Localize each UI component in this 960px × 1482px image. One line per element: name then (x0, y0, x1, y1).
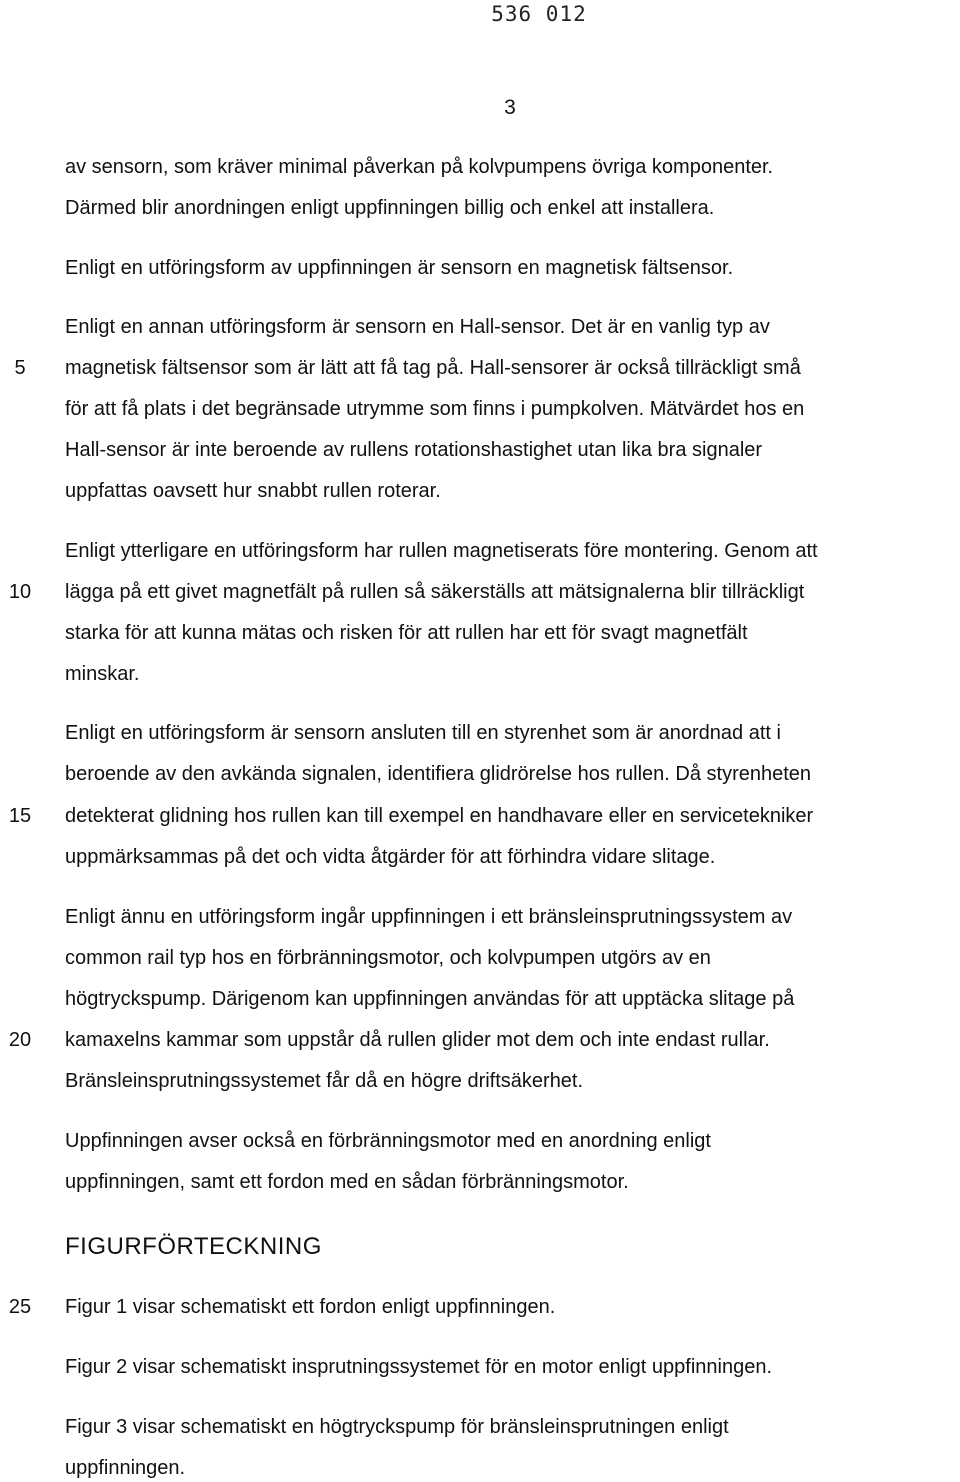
text-line: Enligt en utföringsform är sensorn ansluten till en styrenhet som är anordnad att i (65, 722, 781, 744)
text-line: kamaxelns kammar som uppstår då rullen glider mot dem och inte endast rullar. (65, 1029, 770, 1051)
document-number: 536 012 (491, 2, 587, 26)
text-line: Enligt ännu en utföringsform ingår uppfinningen i ett bränsleinsprutningssystem av (65, 906, 793, 928)
text-line: Enligt en utföringsform av uppfinningen är sensorn en magnetisk fältsensor. (65, 257, 734, 279)
text-line: beroende av den avkända signalen, identifiera glidrörelse hos rullen. Då styrenheten (65, 763, 812, 785)
text-line: common rail typ hos en förbränningsmotor, och kolvpumpen utgörs av en (65, 947, 711, 969)
text-line: högtryckspump. Därigenom kan uppfinningen användas för att upptäcka slitage på (65, 988, 795, 1010)
text-line: starka för att kunna mätas och risken för att rullen har ett för svagt magnetfält (65, 622, 748, 644)
line-number: 15 (8, 805, 32, 827)
text-line: magnetisk fältsensor som är lätt att få tag på. Hall-sensorer är också tillräckligt små (65, 357, 801, 379)
text-line: Figur 3 visar schematiskt en högtryckspump för bränsleinsprutningen enligt (65, 1416, 729, 1438)
text-line: Figur 1 visar schematiskt ett fordon enligt uppfinningen. (65, 1296, 556, 1318)
text-line: lägga på ett givet magnetfält på rullen så säkerställs att mätsignalerna blir tillräckligt (65, 581, 805, 603)
page-number: 3 (504, 96, 516, 119)
line-number: 20 (8, 1029, 32, 1051)
line-number: 25 (8, 1296, 32, 1318)
text-line: Enligt ytterligare en utföringsform har rullen magnetiserats före montering. Genom att (65, 540, 818, 562)
text-line: uppmärksammas på det och vidta åtgärder för att förhindra vidare slitage. (65, 846, 716, 868)
line-number: 5 (14, 357, 26, 379)
text-line: detekterat glidning hos rullen kan till exempel en handhavare eller en servicetekniker (65, 805, 814, 827)
text-line: uppfattas oavsett hur snabbt rullen roterar. (65, 480, 441, 502)
text-line: Bränsleinsprutningssystemet får då en högre driftsäkerhet. (65, 1070, 584, 1092)
text-line: av sensorn, som kräver minimal påverkan på kolvpumpens övriga komponenter. (65, 156, 774, 178)
text-line: för att få plats i det begränsade utrymme som finns i pumpkolven. Mätvärdet hos en (65, 398, 805, 420)
text-line: Därmed blir anordningen enligt uppfinningen billig och enkel att installera. (65, 197, 715, 219)
text-line: uppfinningen. (65, 1457, 186, 1479)
text-line: minskar. (65, 663, 140, 685)
text-line: uppfinningen, samt ett fordon med en sådan förbränningsmotor. (65, 1171, 629, 1193)
text-line: Enligt en annan utföringsform är sensorn en Hall-sensor. Det är en vanlig typ av (65, 316, 770, 338)
text-line: Hall-sensor är inte beroende av rullens rotationshastighet utan lika bra signaler (65, 439, 763, 461)
text-line: Figur 2 visar schematiskt insprutningssystemet för en motor enligt uppfinningen. (65, 1356, 773, 1378)
text-line: Uppfinningen avser också en förbränningsmotor med en anordning enligt (65, 1130, 711, 1152)
section-heading: FIGURFÖRTECKNING (65, 1233, 322, 1260)
line-number: 10 (8, 581, 32, 603)
